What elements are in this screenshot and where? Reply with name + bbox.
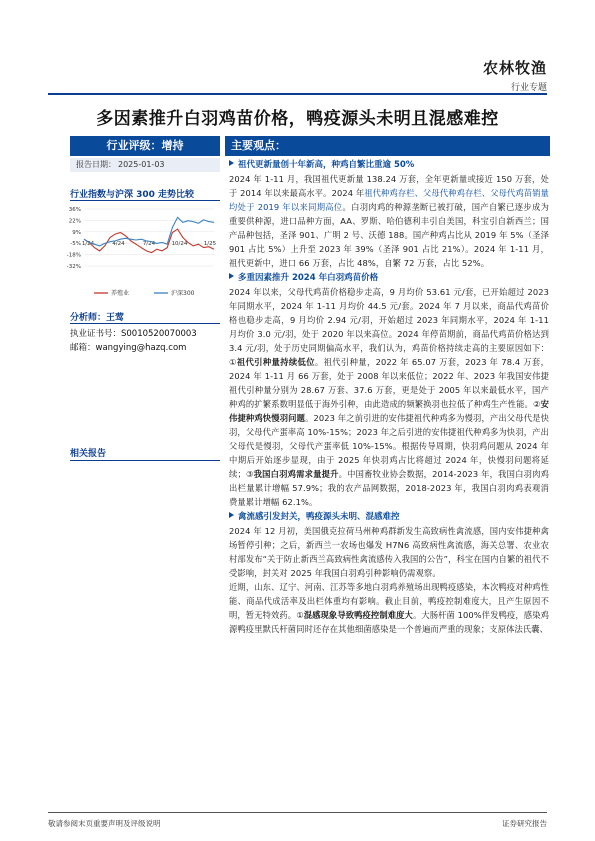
paragraph bbox=[229, 172, 549, 270]
footer-report-type: 证券研究报告 bbox=[502, 819, 547, 828]
section-heading bbox=[229, 511, 549, 524]
bold-text: 混感现象导致鸭疫控制难度大 bbox=[303, 610, 413, 620]
chart-heading-underline bbox=[70, 200, 220, 201]
section-heading bbox=[229, 272, 549, 285]
section-heading-text: 多重因素推升 2024 年白羽鸡苗价格 bbox=[238, 273, 379, 283]
y-tick-label: -32% bbox=[66, 264, 81, 270]
bold-text: 我国白羽鸡需求量提升 bbox=[253, 469, 339, 479]
report-date-value: 2025-01-03 bbox=[118, 160, 165, 169]
key-points-content bbox=[229, 157, 549, 636]
analyst-name: 分析师：王莺 bbox=[70, 313, 125, 323]
related-reports-underline bbox=[70, 460, 220, 461]
section-heading bbox=[229, 159, 549, 172]
header-divider bbox=[48, 93, 547, 95]
industry-rating: 行业评级：增持 bbox=[70, 136, 220, 156]
text-run: 。中国畜牧业协会数据，2014-2023 年，我国白羽肉鸡出栏量累计增幅 57.9%；我的农产品网数据，2018-2023 年，我国白羽肉鸡表观消费量累计增幅 62.1%。 bbox=[229, 469, 549, 507]
legend-label: 养殖业 bbox=[111, 290, 130, 297]
triangle-bullet-icon bbox=[229, 273, 234, 279]
text-run: 。祖代引种量，2022 年 65.07 万套，2023 年 78.4 万套，2024 年 1-11 月 66 万套，处于 2008 年以来低位；2022 年、2023 年我国安伟捷祖代引种量分别为 28.67 万套、37.6 万套，更是处于 2005 年以来最低水平，国产种鸡的扩繁系数明显低于海外引种，由此造成的频繁换羽也拉低了种鸡生产性能。② bbox=[229, 357, 549, 409]
industry-category: 农林牧渔 bbox=[482, 59, 547, 77]
paragraph bbox=[229, 524, 549, 580]
legend-label: 沪深300 bbox=[171, 290, 195, 297]
x-tick-label: 1/24 bbox=[81, 241, 95, 248]
related-reports-heading: 相关报告 bbox=[70, 449, 107, 459]
x-tick-label: 7/24 bbox=[142, 241, 156, 248]
text-run: 2024 年以来，父母代鸡苗价格稳步走高，9 月均价 53.61 元/套，已开始超过 2023 年同期水平，2024 年 1-11 月均价 44.5 元/套。2024 年 7 月以来，商品代鸡苗价格也稳步走高，9 月均价 2.94 元/羽，开始超过 2023 年同期水平，2024 年 1-11 月均价 3.0 元/羽，处于 2020 年以来高位。2024 年停苗期前，商品代鸡苗价格达到 3.4 元/羽，处于历史同期偏高水平，我们认为，鸡苗价格持续走高的主要原因如下：① bbox=[229, 287, 549, 367]
y-tick-label: 9% bbox=[72, 229, 81, 236]
triangle-bullet-icon bbox=[229, 512, 234, 518]
bold-text: 祖代引种量持续低位 bbox=[236, 357, 315, 367]
text-run: 。白羽肉鸡的种源垄断已被打破，国产自繁已逐步成为重要供种源，进口品种方面，AA、罗斯、哈伯德利丰引自美国，科宝引自新西兰；国产品种包括，圣泽 901、广明 2 号、沃德 188。国产种鸡占比从 2019 年 5%（圣泽 901 占比 5%）上升至 2023 年 39%（圣泽 901 占比 21%）。2024 年 1-11 月，祖代更新中，进口 66 万套，占比 48%，自繁 72 万套，占比 52%。 bbox=[229, 202, 549, 268]
y-tick-label: -18% bbox=[66, 252, 81, 259]
paragraph bbox=[229, 580, 549, 636]
report-title: 多因素推升白羽鸡苗价格，鸭疫源头未明且混感难控 bbox=[96, 109, 499, 129]
text-run: 。大肠杆菌 100%伴发鸭疫，感染鸡源鸭疫里默氏杆菌同时还存在其他细菌感染是一个普遍而严重的现象；支原体法氏囊、 bbox=[229, 610, 549, 634]
analyst-email: 邮箱：wangying@hazq.com bbox=[70, 343, 187, 353]
paragraph bbox=[229, 285, 549, 509]
text-run: 2024 年 1-11 月，我国祖代更新量 138.24 万套，全年更新量或接近 150 万套，处于 2014 年以来最高水平。2024 年 bbox=[229, 174, 549, 198]
x-tick-label: 10/24 bbox=[171, 241, 188, 248]
footer-disclaimer: 敬请参阅末页重要声明及评级说明 bbox=[48, 819, 161, 828]
analyst-underline bbox=[70, 323, 220, 324]
y-tick-label: -5% bbox=[70, 241, 81, 248]
index-comparison-chart bbox=[62, 203, 222, 303]
x-tick-label: 1/25 bbox=[203, 241, 217, 248]
section-heading-text: 禽流感引发封关，鸭疫源头未明、混感难控 bbox=[238, 512, 400, 522]
y-tick-label: 36% bbox=[68, 207, 81, 213]
key-points-heading: 主要观点： bbox=[225, 136, 550, 156]
report-date bbox=[70, 158, 220, 172]
highlight-text: 祖代种鸡存栏、父母代种鸡存栏、父母代鸡苗销量均处于 2019 年以来同期高位 bbox=[229, 188, 549, 212]
bold-text: 安伟捷种鸡快慢羽问题 bbox=[229, 399, 549, 423]
text-run: 近期，山东、辽宁、河南、江苏等多地白羽鸡养殖场出现鸭疫感染，本次鸭疫对种鸡性能、商品代成活率及出栏体重均有影响。截止目前，鸭疫控制难度大，且产生原因不明，暂无特效药。① bbox=[229, 582, 549, 620]
report-date-label: 报告日期： bbox=[76, 160, 116, 169]
section-heading-text: 祖代更新量创十年新高，种鸡自繁比重逾 50% bbox=[238, 160, 415, 170]
chart-heading: 行业指数与沪深 300 走势比较 bbox=[70, 190, 195, 200]
text-run: 2024 年 12 月初，美国俄克拉荷马州种鸡群新发生高致病性禽流感，国内安伟捷种禽场暂停引种；之后，新西兰一农场也爆发 H7N6 高致病性禽流感，海关总署、农业农村部发布“关于防止新西兰高致病性禽流感传入我国的公告”，科宝在国内自繁的祖代不受影响，封关对 2025 年我国白羽鸡引种影响仍需观察。 bbox=[229, 526, 549, 578]
y-tick-label: 22% bbox=[68, 218, 81, 225]
analyst-certificate: 执业证书号：S0010520070003 bbox=[70, 329, 197, 339]
footer-divider bbox=[48, 812, 547, 813]
report-type: 行业专题 bbox=[510, 83, 547, 93]
text-run: 。2023 年之前引进的安伟捷祖代种鸡多为慢羽，产出父母代是快羽，父母代产蛋率高 10%-15%；2023 年之后引进的安伟捷祖代种鸡多为快羽，产出父母代是慢羽，父母代产蛋率低 10%-15%。根据传导周期，快羽鸡问题从 2024 年中期后开始逐步显现，由于 2025 年快羽鸡占比将超过 2024 年，快慢羽问题将延续；③ bbox=[229, 413, 549, 479]
triangle-bullet-icon bbox=[229, 160, 234, 166]
x-tick-label: 4/24 bbox=[112, 241, 125, 248]
